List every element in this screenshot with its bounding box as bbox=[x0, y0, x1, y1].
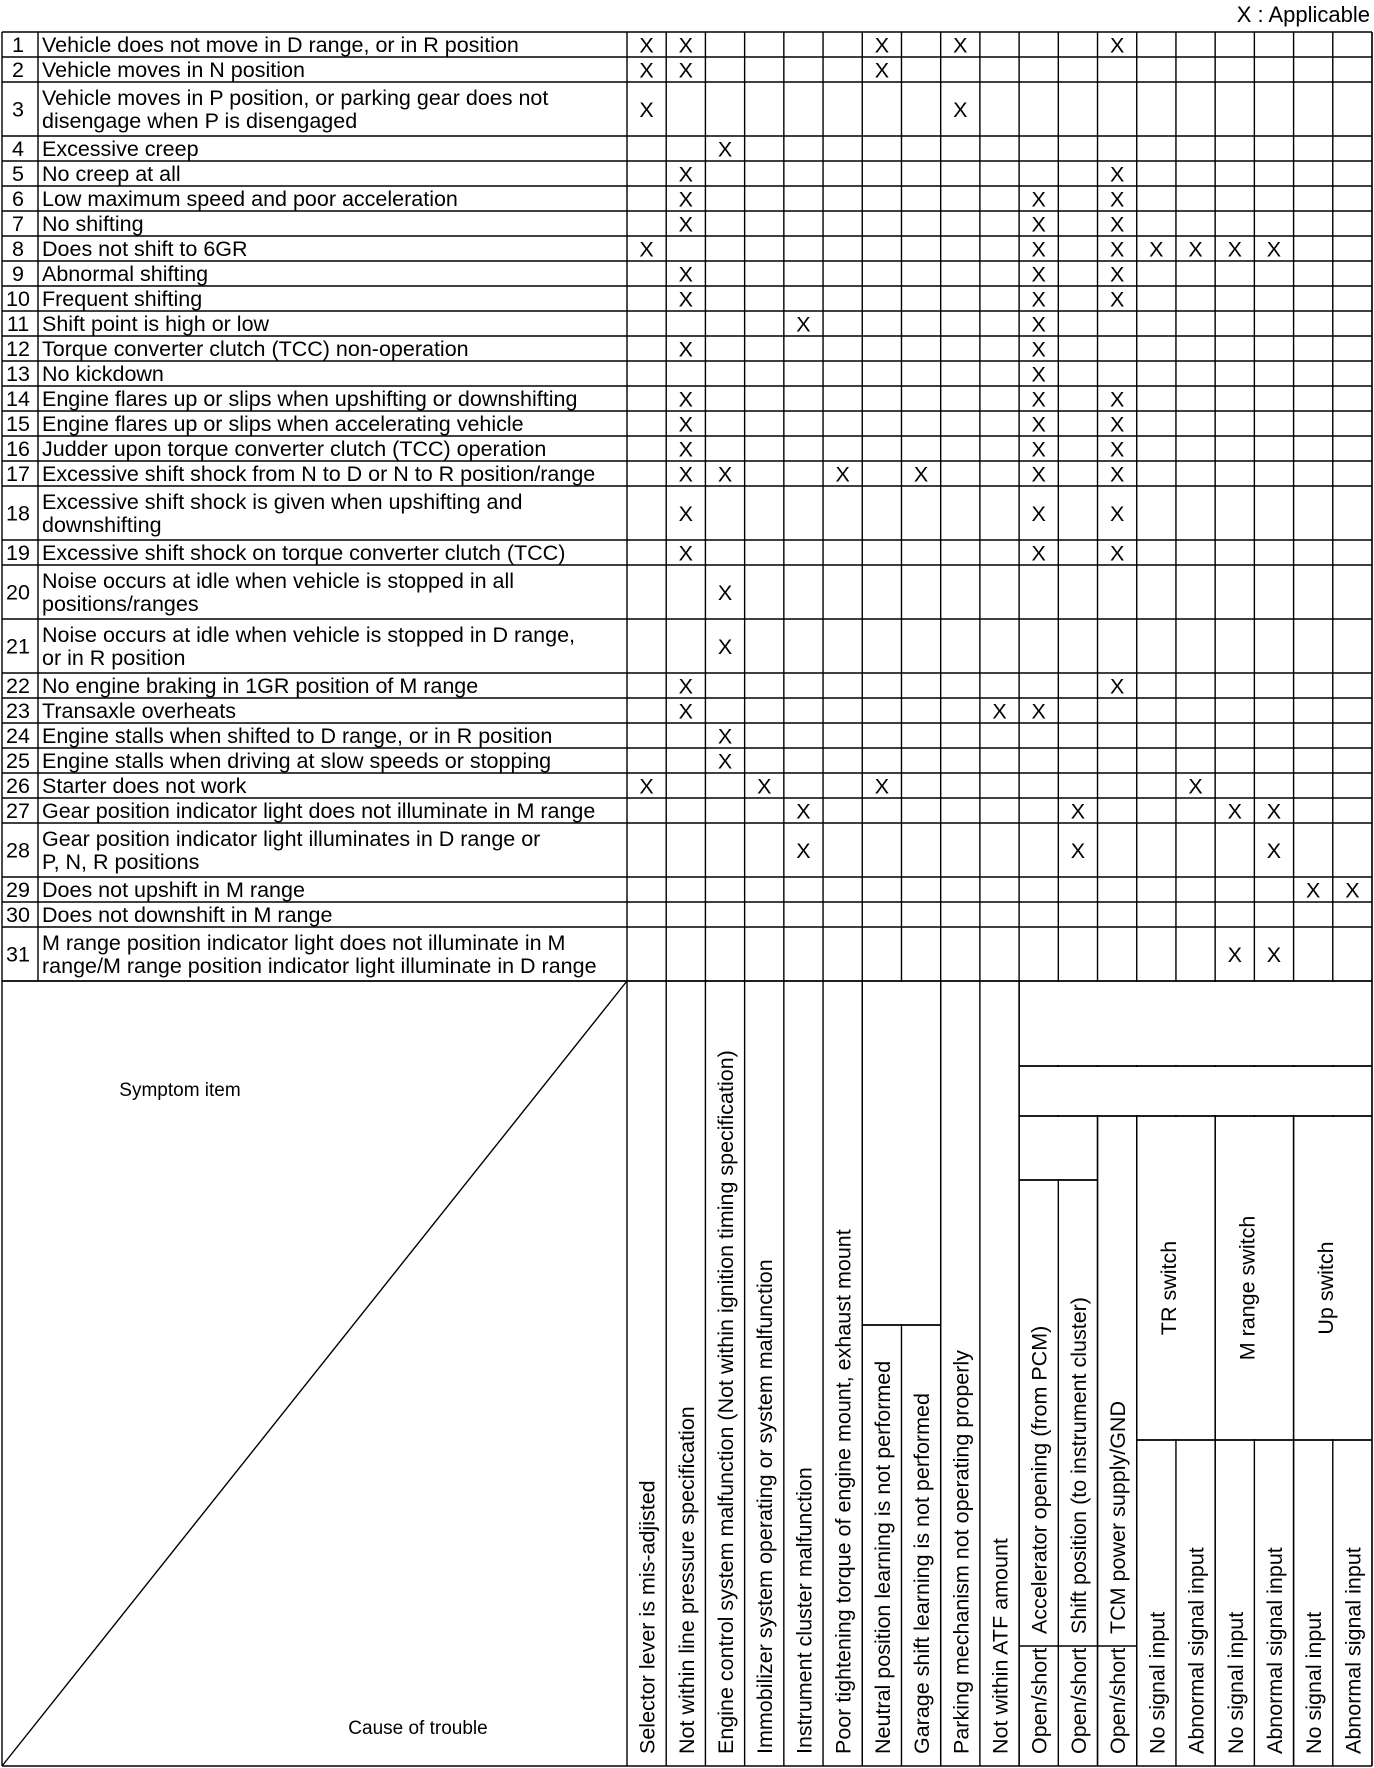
row-number: 16 bbox=[6, 437, 30, 461]
applicable-mark: X bbox=[678, 502, 693, 526]
row-number: 24 bbox=[6, 724, 30, 748]
row-number: 10 bbox=[6, 287, 30, 311]
column-label: Garage shift learning is not performed bbox=[910, 1393, 935, 1754]
applicable-mark: X bbox=[874, 58, 890, 83]
symptom-text: or in R position bbox=[42, 646, 186, 670]
column-label: Immobilizer system operating or system malfunction bbox=[753, 1259, 778, 1754]
symptom-text: Low maximum speed and poor acceleration bbox=[42, 187, 458, 211]
applicable-mark: X bbox=[717, 749, 733, 774]
symptom-text: Noise occurs at idle when vehicle is stopped in D range, bbox=[42, 623, 576, 647]
row-number: 5 bbox=[12, 162, 24, 186]
row-number: 28 bbox=[6, 838, 30, 863]
symptom-text: positions/ranges bbox=[42, 592, 199, 616]
applicable-mark: X bbox=[678, 437, 693, 462]
column-label: Engine control system malfunction (Not within ignition timing specification) bbox=[714, 1050, 739, 1754]
applicable-mark: X bbox=[1070, 799, 1086, 824]
symptom-text: Gear position indicator light illuminates in D range or bbox=[42, 827, 541, 851]
applicable-mark: X bbox=[639, 58, 654, 83]
applicable-mark: X bbox=[1031, 362, 1046, 387]
row-number: 19 bbox=[6, 541, 30, 565]
row-number: 18 bbox=[6, 501, 30, 526]
symptom-text: Starter does not work bbox=[42, 774, 247, 798]
applicable-mark: X bbox=[1109, 437, 1125, 462]
applicable-mark: X bbox=[874, 33, 890, 58]
applicable-mark: X bbox=[717, 724, 733, 749]
applicable-mark: X bbox=[1031, 412, 1046, 437]
row-number: 20 bbox=[6, 580, 30, 605]
applicable-mark: X bbox=[639, 98, 654, 122]
applicable-mark: X bbox=[1031, 262, 1046, 287]
column-label: Neutral position learning is not performed bbox=[870, 1360, 895, 1754]
symptom-text: No kickdown bbox=[42, 362, 164, 386]
applicable-mark: X bbox=[1227, 943, 1242, 967]
applicable-mark: X bbox=[1149, 237, 1164, 262]
applicable-mark: X bbox=[835, 462, 850, 487]
symptom-item-label: Symptom item bbox=[119, 1080, 241, 1101]
symptom-text: No creep at all bbox=[42, 162, 181, 186]
column-group-label: Shift position (to instrument cluster) bbox=[1066, 1297, 1091, 1634]
applicable-mark: X bbox=[1031, 699, 1046, 724]
applicable-mark: X bbox=[1109, 412, 1125, 437]
row-number: 13 bbox=[6, 362, 30, 386]
applicable-mark: X bbox=[717, 581, 733, 605]
symptom-text: Does not downshift in M range bbox=[42, 903, 333, 927]
symptom-text: Transaxle overheats bbox=[42, 699, 236, 723]
column-label: Poor tightening torque of engine mount, exhaust mount bbox=[831, 1229, 856, 1754]
row-number: 8 bbox=[12, 237, 24, 261]
row-number: 26 bbox=[6, 774, 30, 798]
column-label: Open/short bbox=[1027, 1647, 1052, 1754]
applicable-mark: X bbox=[1227, 799, 1242, 824]
applicable-mark: X bbox=[639, 774, 654, 799]
applicable-mark: X bbox=[1109, 502, 1125, 526]
applicable-mark: X bbox=[1031, 437, 1046, 462]
symptom-text: Vehicle moves in P position, or parking gear does not bbox=[42, 86, 549, 110]
applicable-mark: X bbox=[678, 387, 693, 412]
applicable-mark: X bbox=[678, 33, 693, 58]
cause-of-trouble-label: Cause of trouble bbox=[348, 1718, 488, 1739]
applicable-mark: X bbox=[678, 287, 693, 312]
symptom-text: Excessive shift shock on torque converter clutch (TCC) bbox=[42, 541, 566, 565]
column-label: Open/short bbox=[1106, 1647, 1131, 1754]
column-label: No signal input bbox=[1223, 1611, 1248, 1754]
row-number: 3 bbox=[12, 97, 24, 122]
applicable-mark: X bbox=[678, 262, 693, 287]
applicable-mark: X bbox=[796, 839, 811, 863]
row-number: 9 bbox=[12, 262, 24, 286]
column-group-label: Accelerator opening (from PCM) bbox=[1027, 1325, 1052, 1634]
column-group-label: TCM power supply/GND bbox=[1106, 1401, 1131, 1634]
header-mask bbox=[863, 982, 939, 1324]
applicable-mark: X bbox=[1109, 187, 1125, 212]
applicable-mark: X bbox=[1109, 387, 1125, 412]
tr-switch-label: TR switch bbox=[1156, 1240, 1181, 1336]
row-number: 17 bbox=[6, 462, 30, 486]
row-number: 4 bbox=[12, 137, 24, 161]
applicable-mark: X bbox=[796, 799, 811, 824]
m-range-switch-label: M range switch bbox=[1235, 1215, 1260, 1361]
applicable-mark: X bbox=[1109, 462, 1125, 487]
up-switch-label: Up switch bbox=[1313, 1241, 1338, 1335]
applicable-mark: X bbox=[1109, 162, 1125, 187]
symptom-text: Engine flares up or slips when upshifting or downshifting bbox=[42, 387, 578, 411]
applicable-mark: X bbox=[1031, 462, 1046, 487]
applicable-mark: X bbox=[796, 312, 811, 337]
applicable-mark: X bbox=[1266, 943, 1282, 967]
legend-applicable: X : Applicable bbox=[1236, 2, 1370, 27]
symptom-text: Torque converter clutch (TCC) non-operation bbox=[42, 337, 469, 361]
symptom-text: No engine braking in 1GR position of M range bbox=[42, 674, 479, 698]
column-label: Abnormal signal input bbox=[1341, 1547, 1366, 1754]
symptom-text: range/M range position indicator light illuminate in D range bbox=[42, 954, 597, 978]
row-number: 27 bbox=[6, 799, 30, 823]
symptom-text: Excessive shift shock is given when upshifting and bbox=[42, 490, 523, 514]
row-number: 2 bbox=[12, 58, 24, 82]
symptom-text: Noise occurs at idle when vehicle is stopped in all bbox=[42, 569, 515, 593]
applicable-mark: X bbox=[953, 33, 968, 58]
applicable-mark: X bbox=[1031, 541, 1046, 566]
column-label: No signal input bbox=[1302, 1611, 1327, 1754]
row-number: 7 bbox=[12, 212, 24, 236]
row-number: 6 bbox=[12, 187, 24, 211]
applicable-mark: X bbox=[678, 337, 693, 362]
applicable-mark: X bbox=[1031, 387, 1046, 412]
header-diagonal bbox=[2, 981, 627, 1766]
symptom-text: Abnormal shifting bbox=[42, 262, 209, 286]
applicable-mark: X bbox=[678, 699, 693, 724]
applicable-mark: X bbox=[1109, 237, 1125, 262]
column-label: Abnormal signal input bbox=[1262, 1547, 1287, 1754]
applicable-mark: X bbox=[1266, 839, 1282, 863]
applicable-mark: X bbox=[1266, 237, 1282, 262]
applicable-mark: X bbox=[913, 462, 929, 487]
applicable-mark: X bbox=[1188, 237, 1203, 262]
applicable-mark: X bbox=[1109, 541, 1125, 566]
applicable-mark: X bbox=[1031, 337, 1046, 362]
symptom-text: Excessive creep bbox=[42, 137, 199, 161]
symptom-text: Does not shift to 6GR bbox=[42, 237, 248, 261]
applicable-mark: X bbox=[717, 462, 733, 487]
symptom-text: Vehicle moves in N position bbox=[42, 58, 305, 82]
applicable-mark: X bbox=[953, 98, 968, 122]
row-number: 30 bbox=[6, 903, 30, 927]
column-label: Instrument cluster malfunction bbox=[792, 1467, 817, 1754]
row-number: 23 bbox=[6, 699, 30, 723]
row-number: 31 bbox=[6, 942, 30, 967]
applicable-mark: X bbox=[1306, 878, 1321, 903]
applicable-mark: X bbox=[874, 774, 890, 799]
row-number: 22 bbox=[6, 674, 30, 698]
symptom-text: P, N, R positions bbox=[42, 850, 200, 874]
symptom-text: Judder upon torque converter clutch (TCC) operation bbox=[42, 437, 547, 461]
header-mask bbox=[1020, 1067, 1371, 1115]
symptom-text: Excessive shift shock from N to D or N to R position/range bbox=[42, 462, 596, 486]
column-label: No signal input bbox=[1145, 1611, 1170, 1754]
row-number: 29 bbox=[6, 878, 30, 902]
applicable-mark: X bbox=[678, 462, 693, 487]
applicable-mark: X bbox=[1188, 774, 1203, 799]
applicable-mark: X bbox=[1031, 287, 1046, 312]
header-mask bbox=[1020, 1117, 1096, 1179]
applicable-mark: X bbox=[1109, 262, 1125, 287]
applicable-mark: X bbox=[639, 33, 654, 58]
applicable-mark: X bbox=[678, 674, 693, 699]
column-label: Open/short bbox=[1066, 1647, 1091, 1754]
column-label: Abnormal signal input bbox=[1184, 1547, 1209, 1754]
symptom-text: Does not upshift in M range bbox=[42, 878, 305, 902]
applicable-mark: X bbox=[992, 699, 1007, 724]
symptom-text: No shifting bbox=[42, 212, 144, 236]
row-number: 14 bbox=[6, 387, 30, 411]
applicable-mark: X bbox=[757, 774, 772, 799]
applicable-mark: X bbox=[678, 541, 693, 566]
applicable-mark: X bbox=[678, 212, 693, 237]
symptom-text: Shift point is high or low bbox=[42, 312, 270, 336]
applicable-mark: X bbox=[1031, 187, 1046, 212]
applicable-mark: X bbox=[678, 187, 693, 212]
row-number: 21 bbox=[6, 634, 30, 659]
symptom-text: M range position indicator light does not illuminate in M bbox=[42, 931, 566, 955]
column-label: Parking mechanism not operating properly bbox=[949, 1350, 974, 1754]
applicable-mark: X bbox=[717, 635, 733, 659]
applicable-mark: X bbox=[639, 237, 654, 262]
applicable-mark: X bbox=[1031, 312, 1046, 337]
row-number: 12 bbox=[6, 337, 30, 361]
applicable-mark: X bbox=[1109, 33, 1125, 58]
applicable-mark: X bbox=[717, 137, 733, 162]
applicable-mark: X bbox=[1031, 237, 1046, 262]
row-number: 15 bbox=[6, 412, 30, 436]
applicable-mark: X bbox=[1266, 799, 1282, 824]
applicable-mark: X bbox=[1227, 237, 1242, 262]
row-number: 25 bbox=[6, 749, 30, 773]
symptom-text: downshifting bbox=[42, 513, 162, 537]
applicable-mark: X bbox=[678, 58, 693, 83]
symptom-text: Frequent shifting bbox=[42, 287, 203, 311]
applicable-mark: X bbox=[1109, 212, 1125, 237]
symptom-text: disengage when P is disengaged bbox=[42, 109, 358, 133]
symptom-text: Engine flares up or slips when accelerating vehicle bbox=[42, 412, 524, 436]
applicable-mark: X bbox=[1031, 502, 1046, 526]
symptom-text: Engine stalls when driving at slow speeds or stopping bbox=[42, 749, 552, 773]
symptom-text: Engine stalls when shifted to D range, or in R position bbox=[42, 724, 553, 748]
header-mask bbox=[1020, 982, 1371, 1065]
column-label: Selector lever is mis-adjisted bbox=[635, 1480, 660, 1754]
row-number: 11 bbox=[6, 312, 30, 336]
applicable-mark: X bbox=[1109, 287, 1125, 312]
row-number: 1 bbox=[12, 33, 24, 57]
applicable-mark: X bbox=[678, 412, 693, 437]
applicable-mark: X bbox=[1345, 878, 1360, 903]
column-label: Not within line pressure specification bbox=[674, 1406, 699, 1754]
symptom-text: Gear position indicator light does not illuminate in M range bbox=[42, 799, 596, 823]
symptom-text: Vehicle does not move in D range, or in R position bbox=[42, 33, 519, 57]
column-label: Not within ATF amount bbox=[988, 1538, 1013, 1754]
applicable-mark: X bbox=[1109, 674, 1125, 699]
applicable-mark: X bbox=[1031, 212, 1046, 237]
applicable-mark: X bbox=[678, 162, 693, 187]
applicable-mark: X bbox=[1070, 839, 1086, 863]
